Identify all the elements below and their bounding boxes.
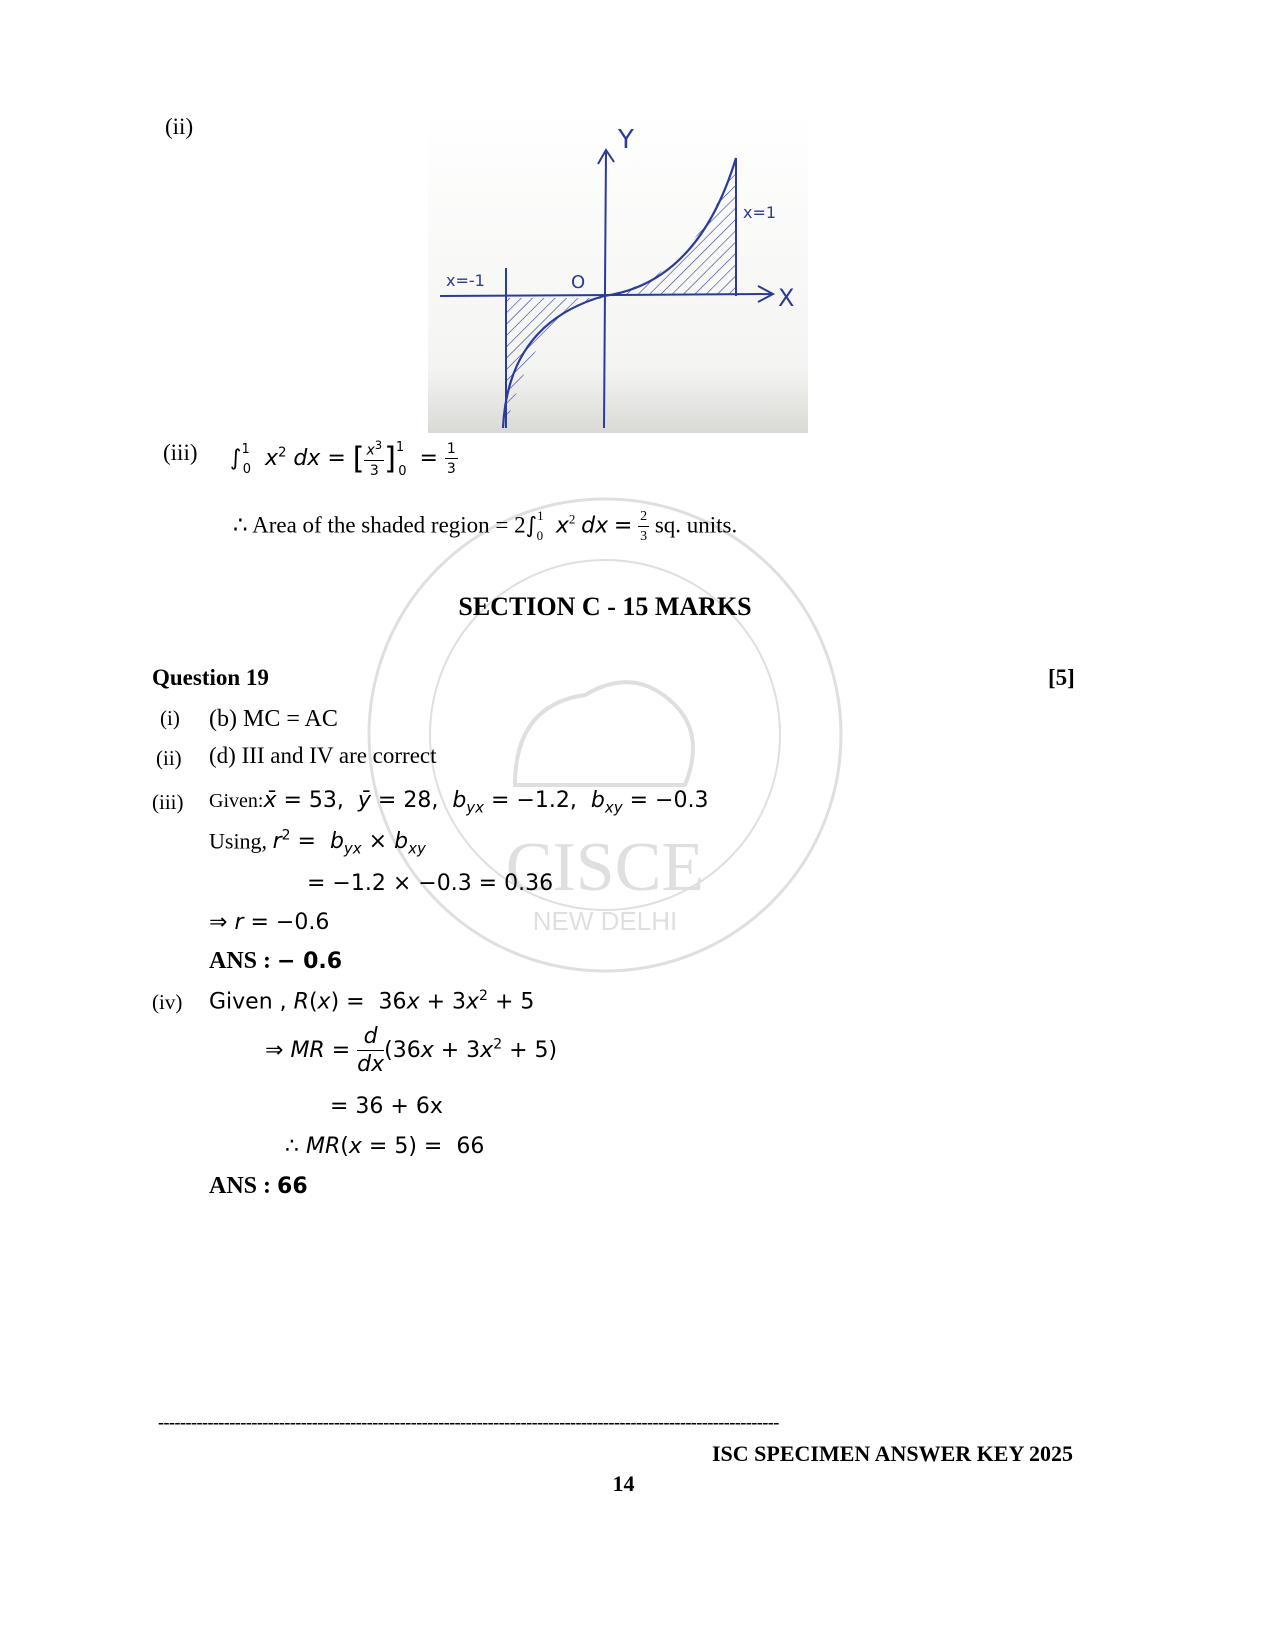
section-heading: SECTION C - 15 MARKS bbox=[458, 592, 752, 621]
computation-line: = −1.2 × −0.3 = 0.36 bbox=[307, 871, 554, 896]
answer-iii: ANS : − 0.6 bbox=[209, 948, 343, 974]
watermark-seal bbox=[365, 495, 845, 975]
item-ii-label: (ii) bbox=[156, 746, 182, 770]
r-result: ⇒ r = −0.6 bbox=[209, 910, 330, 935]
watermark-subtext: NEW DELHI bbox=[532, 906, 678, 936]
left-line-label: x=-1 bbox=[446, 271, 485, 290]
watermark-text: CISCE bbox=[505, 829, 705, 906]
footer-title: ISC SPECIMEN ANSWER KEY 2025 bbox=[712, 1441, 1074, 1466]
formula-r-squared: Using, $r^2 = b_{yx} \times b_{xy}$ bbox=[209, 828, 426, 858]
mr-derivative: ⇒ MR = $\frac{d}{dx}$ $(36x + 3x^2 + 5)$ bbox=[265, 1024, 558, 1077]
x-axis-label: X bbox=[778, 284, 795, 312]
given-values: Given:x̄ = 53, ȳ = 28, $b_{yx} = -1.2$, $b_{xy} = -0.3$ bbox=[209, 788, 709, 817]
right-line-label: x=1 bbox=[743, 203, 777, 222]
graph-paper bbox=[428, 108, 808, 433]
footer-rule: ----------------------------------------------------------------------------------------------------------------- bbox=[158, 1412, 779, 1432]
item-i-text: (b) MC = AC bbox=[209, 706, 338, 732]
part-ii-label: (ii) bbox=[165, 114, 194, 139]
item-ii-text: (d) III and IV are correct bbox=[209, 743, 437, 768]
mr-evaluated: ∴ MR(x = 5) = 66 bbox=[285, 1134, 485, 1159]
integral-equation: ∫$^1_0$ $x^2$ dx = [ $\frac{x^3}{3}$ ]$^1_0$ = $\frac{1}{3}$ bbox=[230, 438, 456, 479]
question-title: Question 19 bbox=[152, 665, 269, 690]
y-axis-label: Y bbox=[618, 125, 634, 155]
answer-iv: ANS : 66 bbox=[209, 1173, 308, 1199]
item-i-label: (i) bbox=[160, 706, 180, 730]
part-iii-label: (iii) bbox=[163, 440, 198, 465]
revenue-function: Given , $R(x) = 36x + 3x^2 + 5$ bbox=[209, 988, 535, 1015]
page-number: 14 bbox=[612, 1471, 635, 1496]
area-statement: ∴ Area of the shaded region = 2∫$^1_0$ $x^2$ dx = $\frac{2}{3}$ sq. units. bbox=[233, 508, 738, 544]
item-iv-label: (iv) bbox=[152, 990, 183, 1014]
origin-label: O bbox=[571, 272, 586, 293]
area-graph bbox=[428, 108, 808, 433]
item-iii-label: (iii) bbox=[152, 790, 184, 814]
mr-simplified: = 36 + 6x bbox=[330, 1094, 443, 1119]
question-marks: [5] bbox=[1048, 665, 1075, 690]
